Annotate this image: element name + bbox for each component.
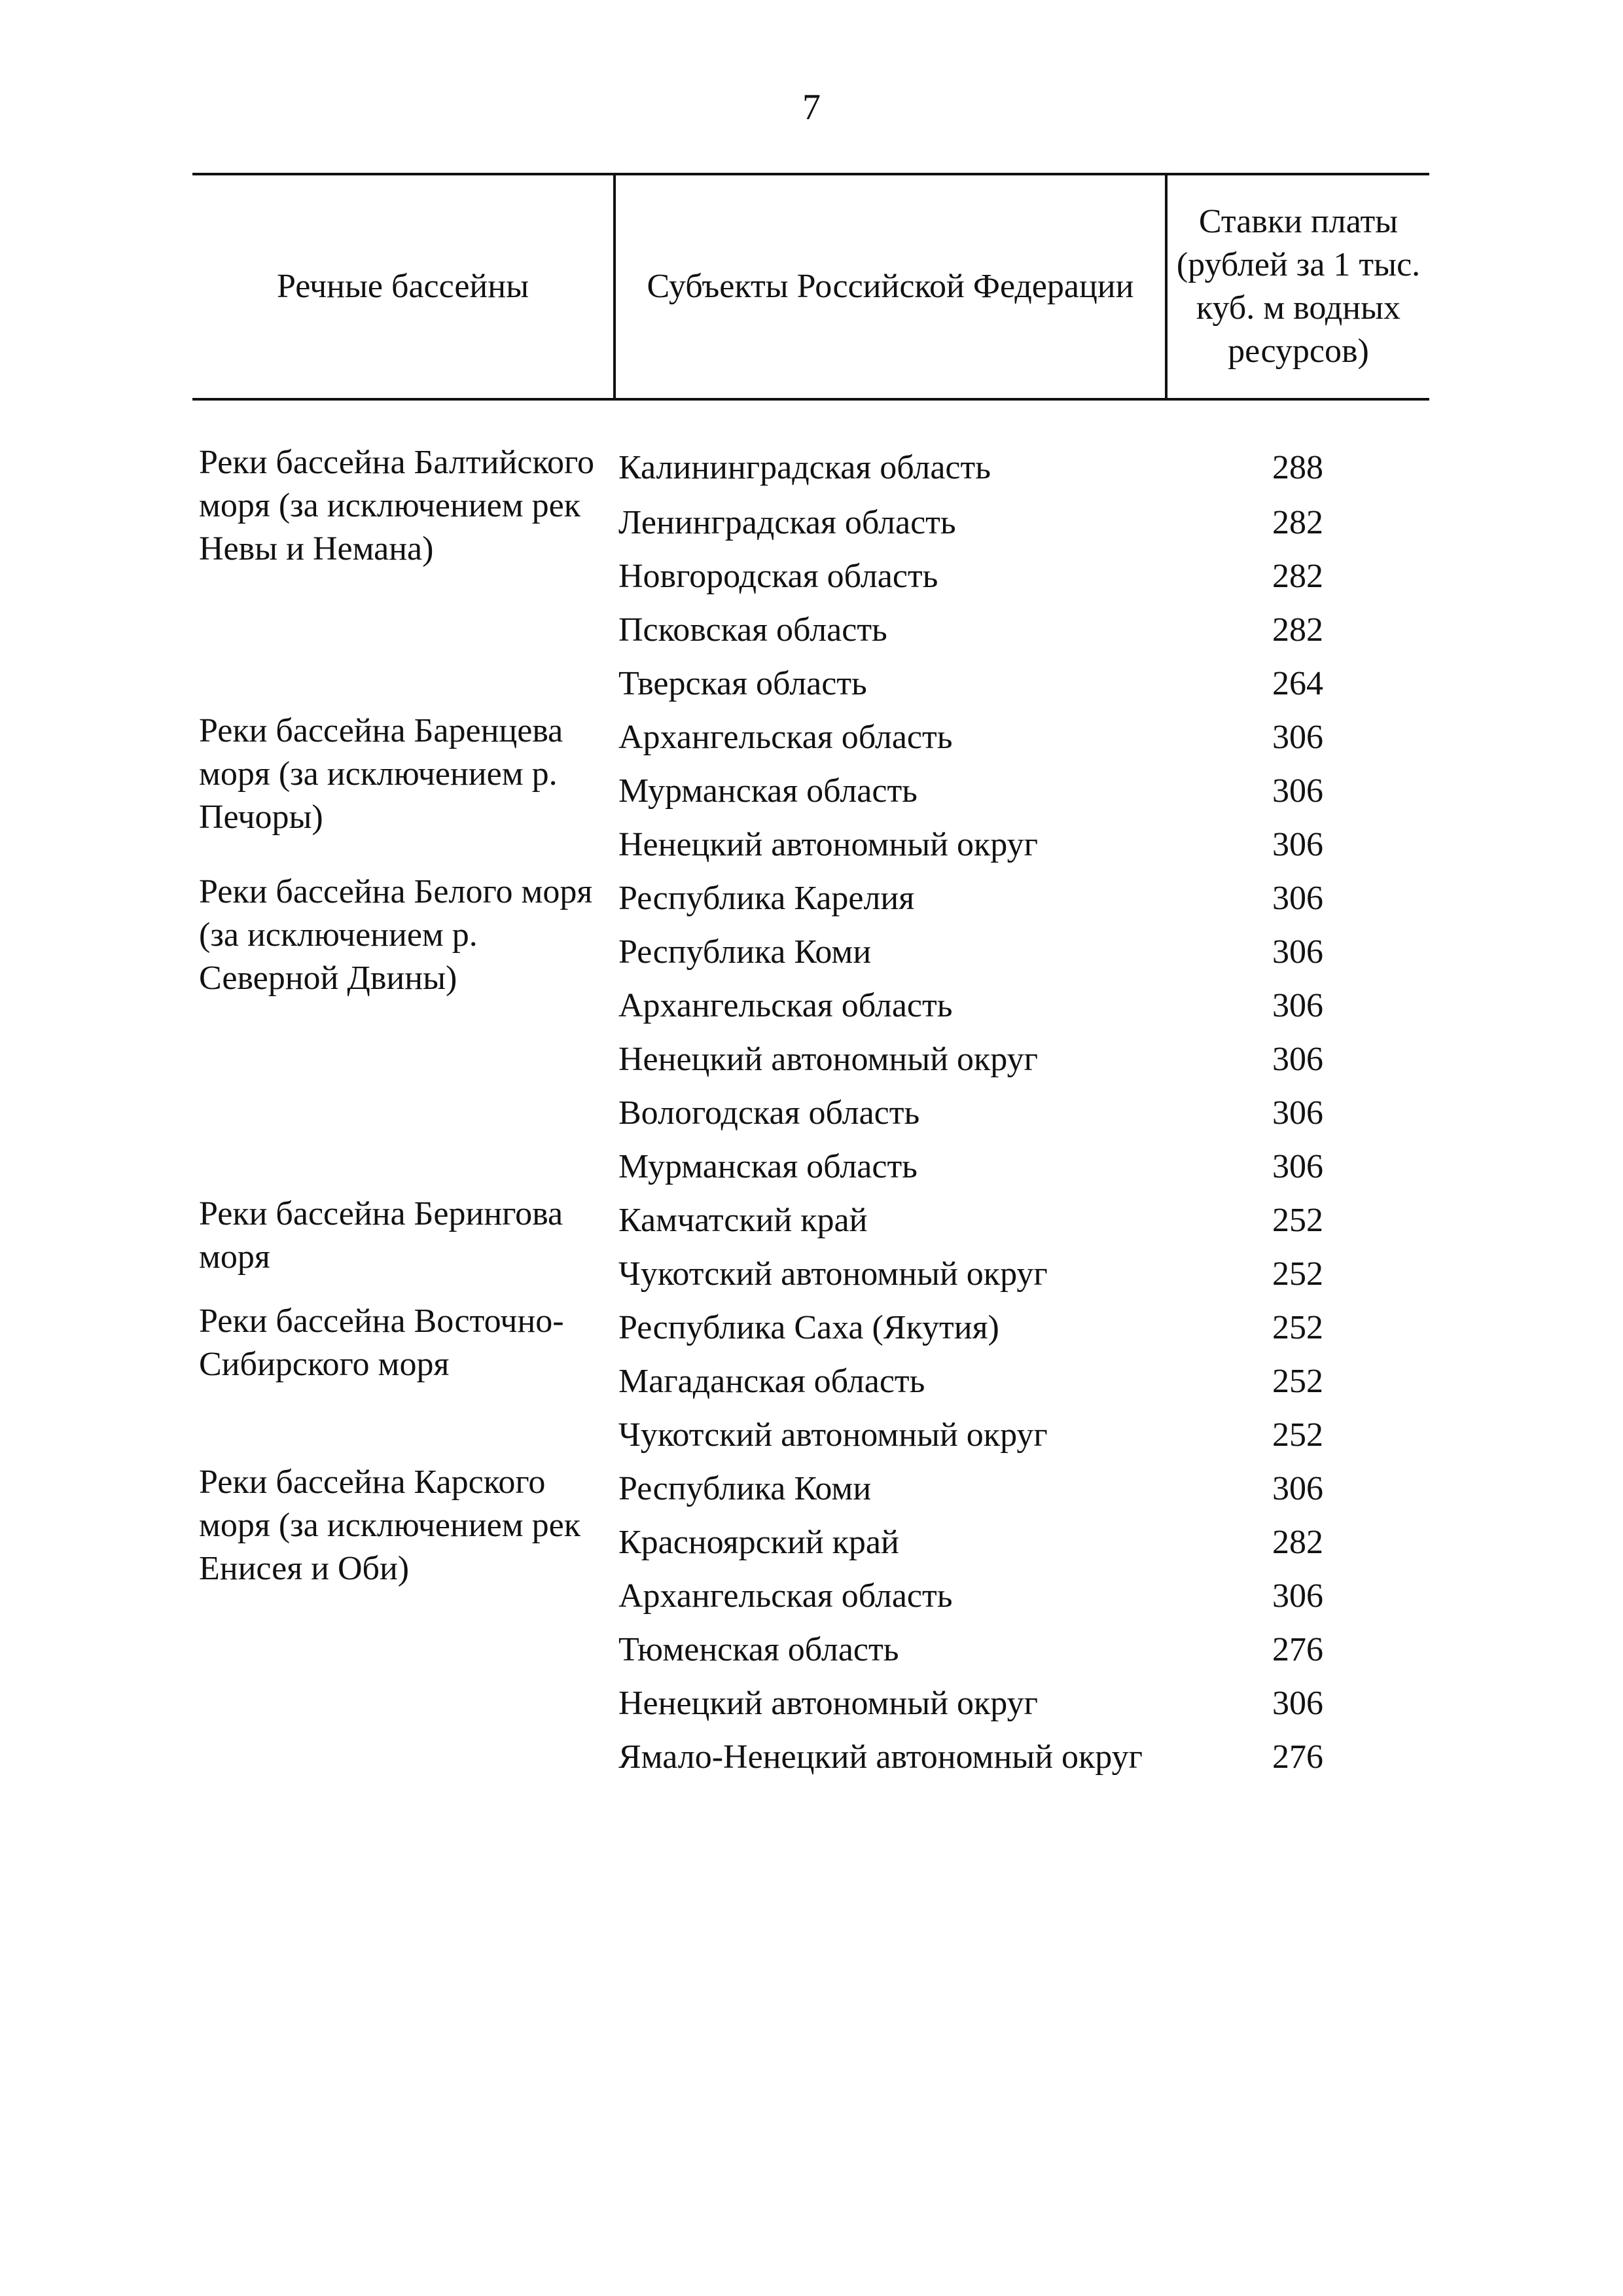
rate-value: 306 (1272, 1148, 1323, 1185)
header-subjects: Субъекты Российской Федерации (615, 174, 1166, 399)
basin-name: Реки бассейна Балтийского моря (за исключением рек Невы и Немана) (199, 444, 595, 567)
rate-value: 276 (1272, 1738, 1323, 1776)
basin-name: Реки бассейна Белого моря (за исключением р. Северной Двины) (199, 873, 593, 997)
rate-value: 306 (1272, 772, 1323, 810)
subject-name: Магаданская область (618, 1363, 925, 1400)
header-rates: Ставки платы (рублей за 1 тыс. куб. м водных ресурсов) (1166, 174, 1429, 399)
table-row (192, 1193, 1429, 1246)
subject-name: Чукотский автономный округ (618, 1416, 1048, 1454)
table-body (192, 399, 1429, 1783)
header-basins: Речные бассейны (192, 174, 615, 399)
subject-name: Республика Коми (618, 1470, 872, 1507)
subject-name: Архангельская область (618, 987, 953, 1024)
subject-name: Красноярский край (618, 1524, 899, 1561)
subject-name: Вологодская область (618, 1094, 920, 1132)
table-header (192, 174, 1429, 399)
rate-value: 252 (1272, 1363, 1323, 1400)
page-number: 7 (802, 87, 821, 128)
table-row (192, 1300, 1429, 1354)
rate-value: 288 (1272, 449, 1323, 486)
subject-name: Камчатский край (618, 1202, 868, 1239)
rate-value: 306 (1272, 1470, 1323, 1507)
subject-name: Псковская область (618, 611, 887, 649)
subject-name: Новгородская область (618, 558, 938, 595)
rate-value: 306 (1272, 719, 1323, 756)
subject-name: Ненецкий автономный округ (618, 826, 1038, 863)
subject-name: Мурманская область (618, 1148, 918, 1185)
rate-value: 306 (1272, 1577, 1323, 1615)
rate-value: 276 (1272, 1631, 1323, 1668)
rate-value: 306 (1272, 1094, 1323, 1132)
rate-value: 252 (1272, 1202, 1323, 1239)
basin-name: Реки бассейна Карского моря (за исключением рек Енисея и Оби) (199, 1463, 580, 1587)
subject-name: Ненецкий автономный округ (618, 1041, 1038, 1078)
table-row (192, 709, 1429, 763)
subject-name: Архангельская область (618, 1577, 953, 1615)
subject-name: Ненецкий автономный округ (618, 1685, 1038, 1722)
rate-value: 264 (1272, 665, 1323, 702)
subject-name: Тюменская область (618, 1631, 899, 1668)
table-row (192, 441, 1429, 495)
rate-value: 282 (1272, 1524, 1323, 1561)
water-rates-table (192, 173, 1429, 1783)
rate-value: 252 (1272, 1309, 1323, 1346)
rate-value: 282 (1272, 504, 1323, 541)
header-spacer (192, 399, 1429, 441)
rate-value: 306 (1272, 1685, 1323, 1722)
rate-value: 306 (1272, 987, 1323, 1024)
rate-value: 306 (1272, 933, 1323, 971)
basin-name: Реки бассейна Берингова моря (199, 1195, 563, 1276)
subject-name: Тверская область (618, 665, 867, 702)
table-row (192, 1461, 1429, 1515)
subject-name: Республика Карелия (618, 880, 915, 917)
basin-name: Реки бассейна Восточно-Сибирского моря (199, 1302, 564, 1383)
table-row (192, 870, 1429, 924)
subject-name: Республика Коми (618, 933, 872, 971)
rate-value: 252 (1272, 1416, 1323, 1454)
subject-name: Архангельская область (618, 719, 953, 756)
rate-value: 282 (1272, 558, 1323, 595)
subject-name: Калининградская область (618, 449, 991, 486)
rate-value: 306 (1272, 1041, 1323, 1078)
subject-name: Чукотский автономный округ (618, 1255, 1048, 1293)
rate-value: 306 (1272, 826, 1323, 863)
rates-table-container (192, 173, 1429, 1783)
basin-name: Реки бассейна Баренцева моря (за исключением р. Печоры) (199, 712, 563, 836)
subject-name: Ленинградская область (618, 504, 956, 541)
rate-value: 306 (1272, 880, 1323, 917)
subject-name: Ямало-Ненецкий автономный округ (618, 1738, 1143, 1776)
rate-value: 282 (1272, 611, 1323, 649)
rate-value: 252 (1272, 1255, 1323, 1293)
subject-name: Республика Саха (Якутия) (618, 1309, 999, 1346)
subject-name: Мурманская область (618, 772, 918, 810)
